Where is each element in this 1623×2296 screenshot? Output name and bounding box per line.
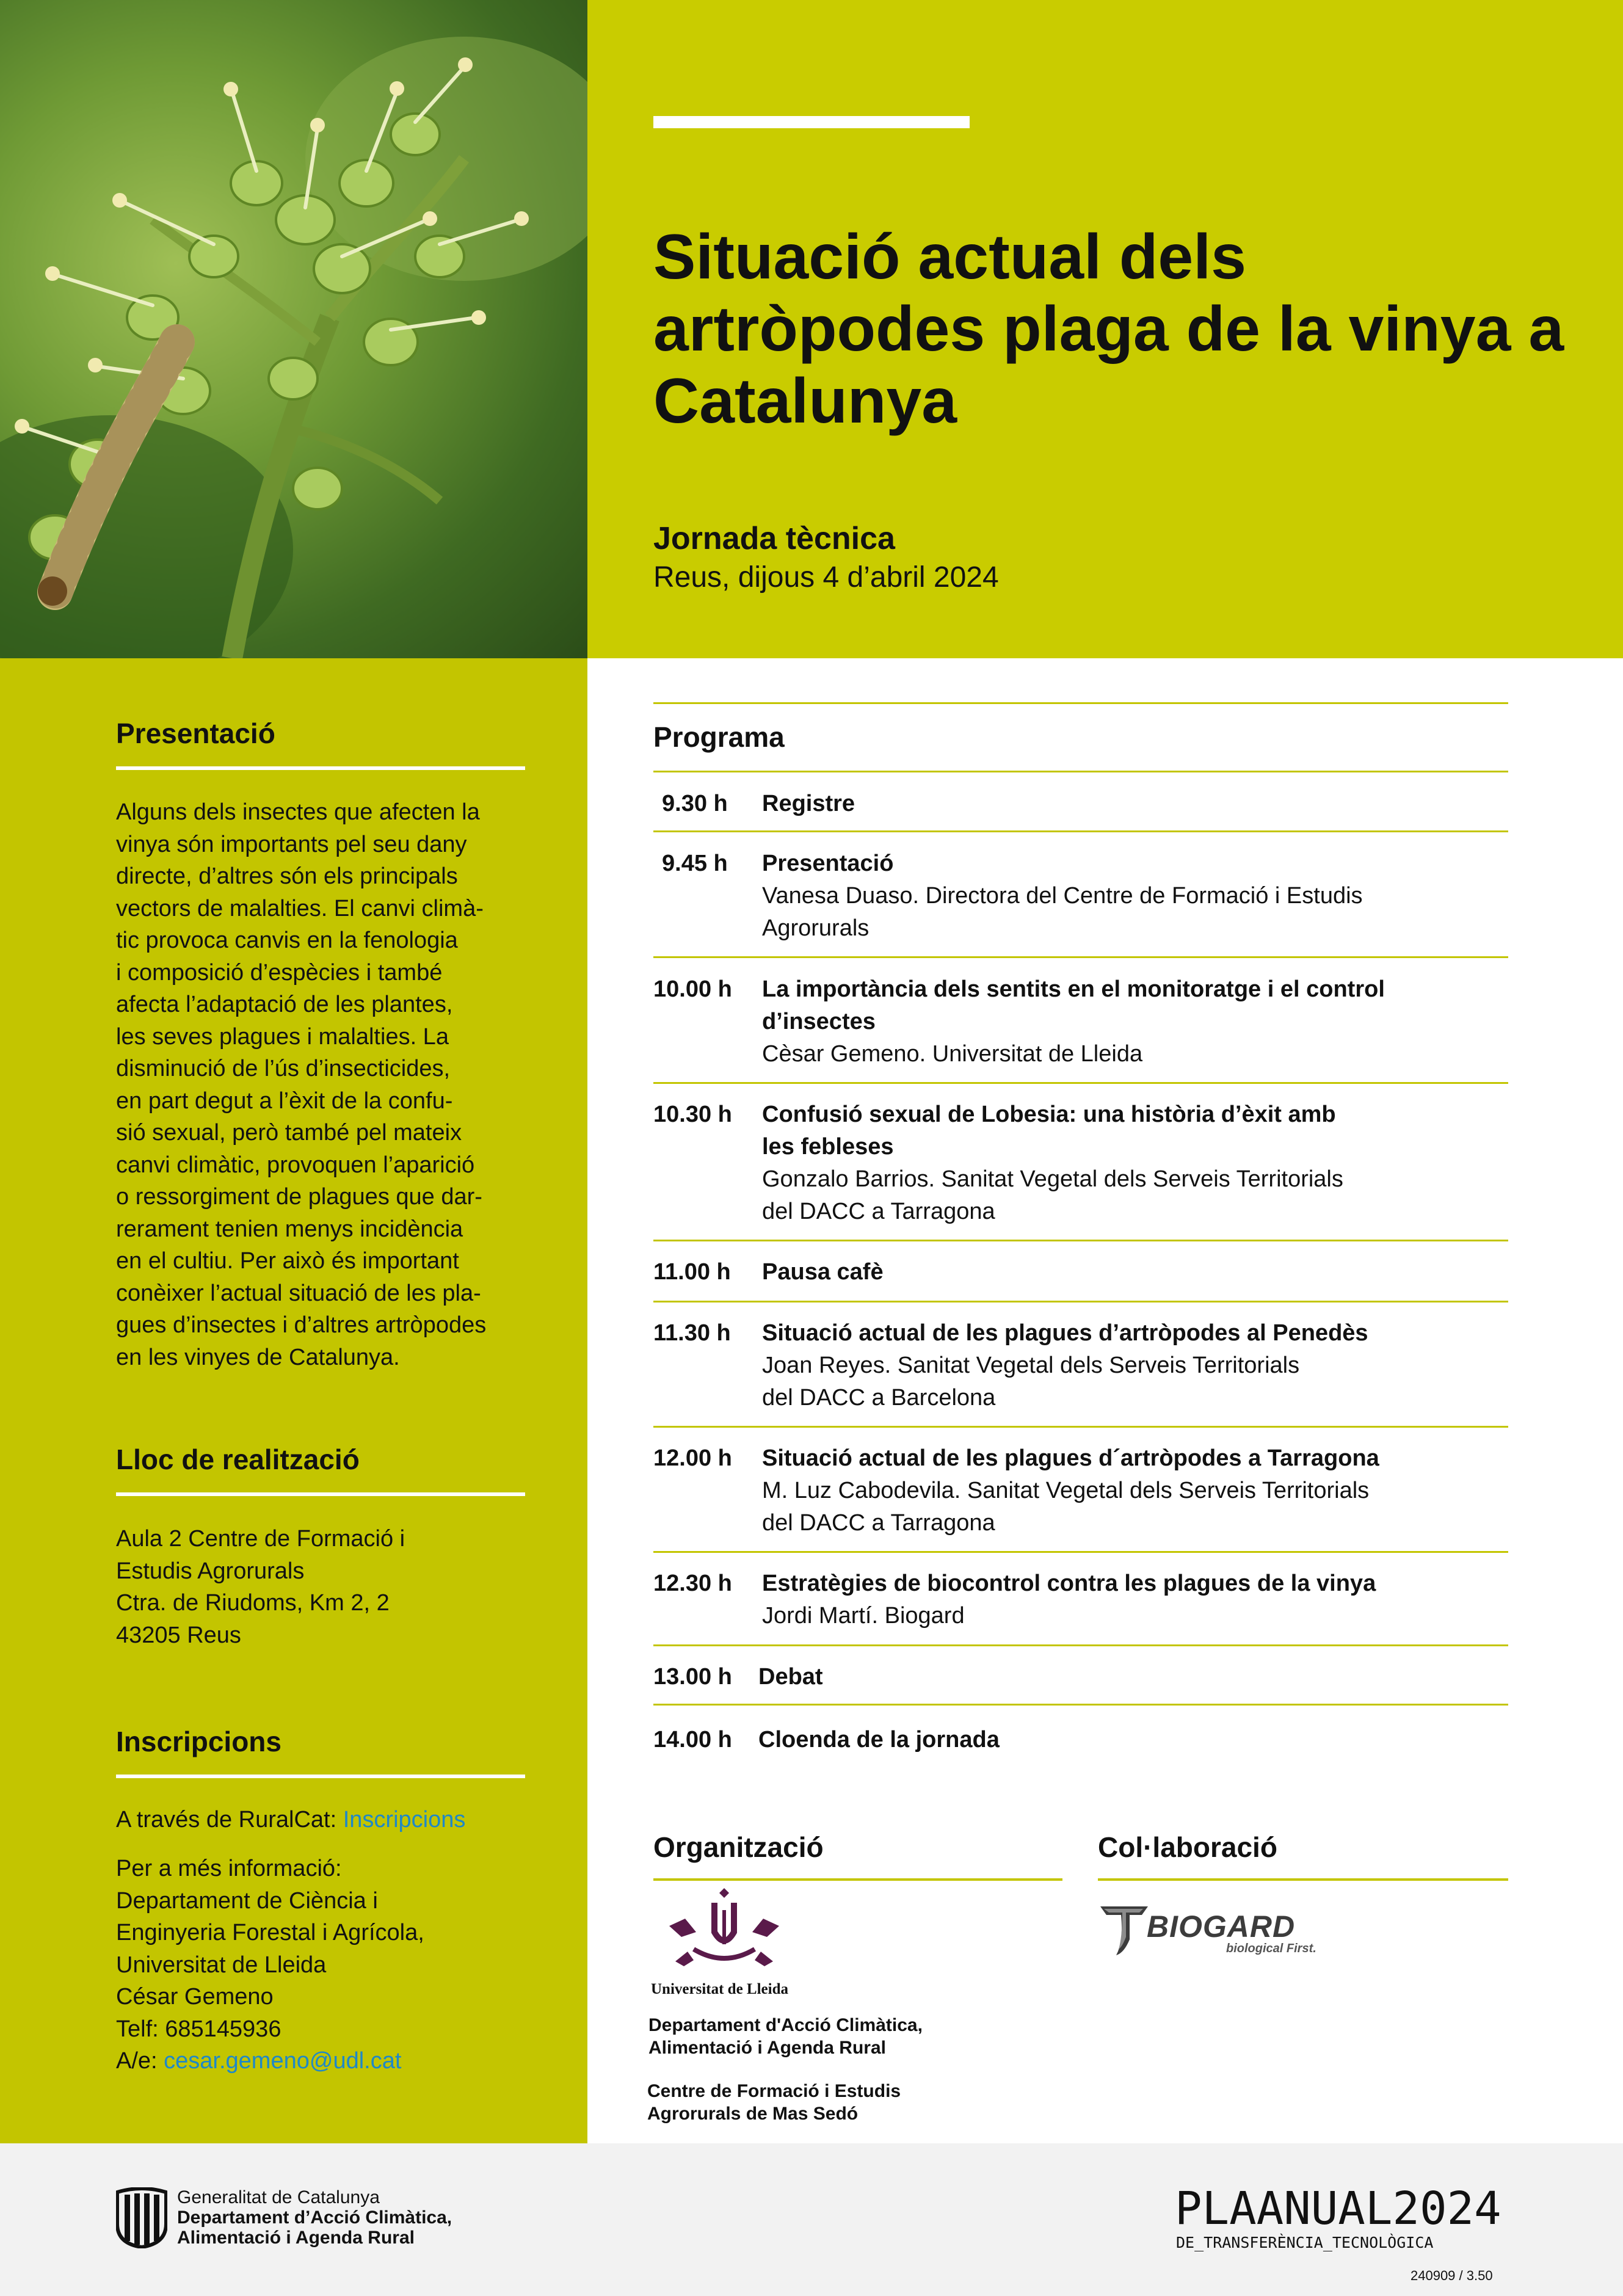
plan-anual-subtitle: DE_TRANSFERÈNCIA_TECNOLÒGICA: [1176, 2234, 1434, 2251]
email-link[interactable]: cesar.gemeno@udl.cat: [164, 2048, 402, 2074]
biogard-shield-icon: [1098, 1903, 1150, 1958]
biogard-tagline: biological First.: [1226, 1942, 1316, 1955]
venue-heading: Lloc de realització: [116, 1444, 360, 1475]
generalitat-emblem: [116, 2187, 167, 2248]
program-divider: [653, 1704, 1508, 1706]
program-divider: [653, 1426, 1508, 1428]
udl-name: Universitat de Lleida: [651, 1981, 788, 1997]
document-code: 240909 / 3.50: [1411, 2268, 1493, 2283]
center-credit: Centre de Formació i Estudis Agrorurals de Mas Sedó: [647, 2081, 901, 2124]
registration-line: A través de RuralCat: Inscripcions: [116, 1807, 466, 1833]
vine-flower-caterpillar-illustration: [0, 0, 587, 658]
biogard-logo: [1098, 1903, 1330, 1958]
program-divider: [653, 956, 1508, 958]
generalitat-emblem-icon: [116, 2187, 167, 2248]
program-divider: [653, 1082, 1508, 1084]
registration-divider: [116, 1775, 525, 1778]
collaboration-heading: Col·laboració: [1098, 1831, 1277, 1863]
program-divider: [653, 1644, 1508, 1646]
plan-anual-title: PLAANUAL2024: [1175, 2182, 1501, 2235]
program-divider: [653, 1240, 1508, 1241]
program-top-rule: [653, 702, 1508, 704]
event-type: Jornada tècnica: [653, 521, 895, 556]
program-heading: Programa: [653, 721, 785, 753]
event-date: Reus, dijous 4 d’abril 2024: [653, 561, 999, 594]
presentation-text: Alguns dels insectes que afecten la vinya són importants pel seu dany directe, d’altres són els principals vectors de malalties. El canvi climà- tic provoca canvis en la fenologia i composició d’espècies i també afecta l’adaptació de les plantes, les seves plagues i malalties. La disminució de l’ús d’insecticides, en part degut a l’èxit de la confu- sió sexual, però també pel mateix canvi climàtic, provoquen l’aparició o ressorgiment de plagues que dar- rerament tenien menys incidència en el cultiu. Per això és important conèixer l’actual situació de les pla- gues d’insectes i d’altres artròpodes en les vinyes de Catalunya.: [116, 799, 487, 1370]
udl-logo: [651, 1888, 797, 2004]
header-accent-bar: [653, 116, 970, 128]
registration-heading: Inscripcions: [116, 1726, 281, 1757]
program-heading-rule: [653, 771, 1508, 772]
organization-heading: Organització: [653, 1831, 824, 1863]
program-divider: [653, 1301, 1508, 1302]
presentation-divider: [116, 766, 525, 770]
hero-photo: [0, 0, 587, 658]
inscriptions-link[interactable]: Inscripcions: [343, 1807, 466, 1833]
organization-rule: [653, 1878, 1062, 1881]
collaboration-rule: [1098, 1878, 1508, 1881]
contact-info: Per a més informació: Departament de Ciència i Enginyeria Forestal i Agrícola, Universitat de Lleida César Gemeno Telf: 685145936 A/e: cesar.gemeno@udl.cat: [116, 1856, 424, 2074]
venue-address: Aula 2 Centre de Formació i Estudis Agrorurals Ctra. de Riudoms, Km 2, 2 43205 Reus: [116, 1526, 405, 1648]
program-divider: [653, 1551, 1508, 1553]
generalitat-credit: Generalitat de Catalunya Departament d’Acció Climàtica, Alimentació i Agenda Rural: [177, 2187, 452, 2248]
program-divider: [653, 830, 1508, 832]
dept-credit: Departament d'Acció Climàtica, Alimentació i Agenda Rural: [648, 2015, 923, 2058]
page-title: Situació actual dels artròpodes plaga de la vinya a Catalunya: [653, 222, 1564, 437]
biogard-wordmark: BIOGARD: [1147, 1909, 1296, 1944]
presentation-heading: Presentació: [116, 718, 275, 749]
venue-divider: [116, 1492, 525, 1496]
